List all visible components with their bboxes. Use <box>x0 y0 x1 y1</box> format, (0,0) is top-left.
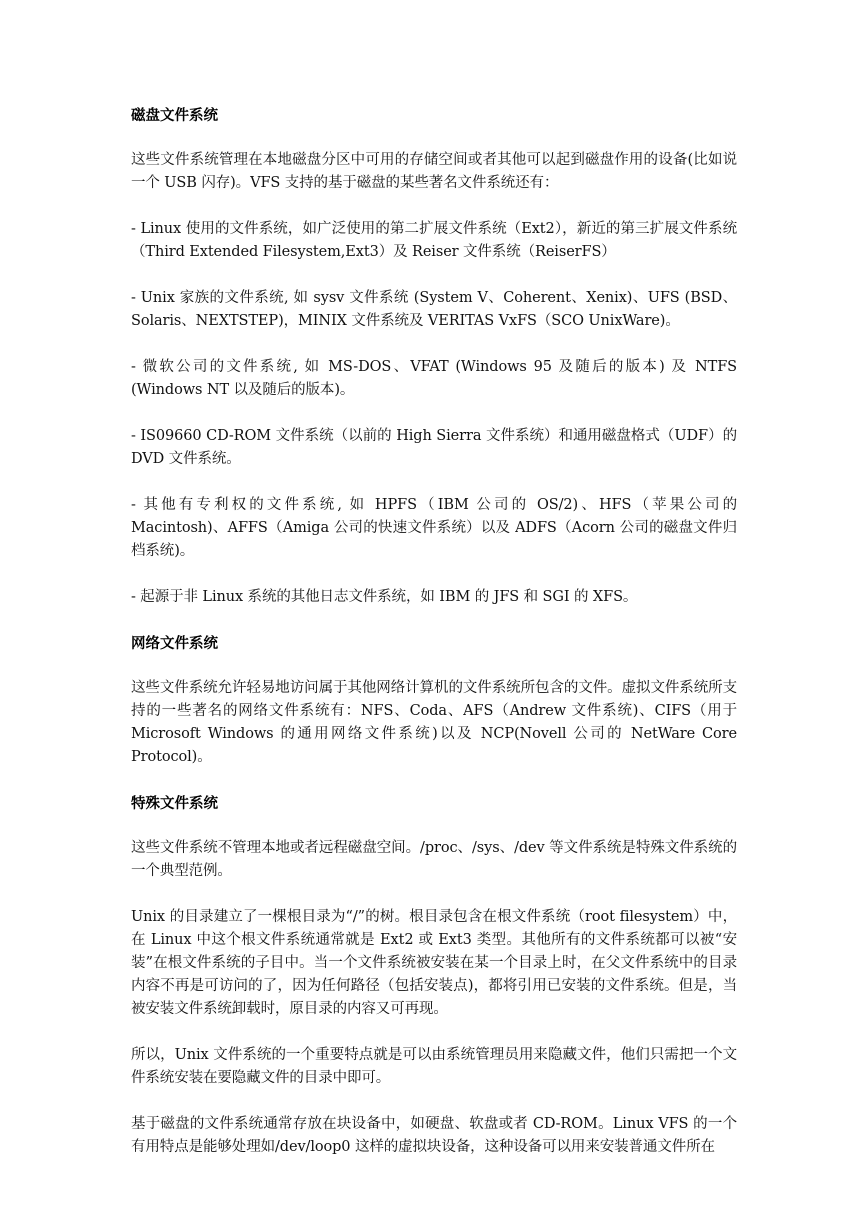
paragraph: 这些文件系统允许轻易地访问属于其他网络计算机的文件系统所包含的文件。虚拟文件系统所支持的一些著名的网络文件系统有：NFS、Coda、AFS（Andrew 文件系统)、CIFS（用于 Microsoft Windows 的通用网络文件系统)以及 NCP(Novell 公司的 NetWare Core Protocol)。 <box>131 680 737 765</box>
paragraph: - Unix 家族的文件系统, 如 sysv 文件系统 (System V、Coherent、Xenix)、UFS (BSD、Solaris、NEXTSTEP)，MINIX 文件系统及 VERITAS VxFS（SCO UnixWare)。 <box>131 290 737 329</box>
section-heading-special-fs: 特殊文件系统 <box>131 796 218 812</box>
paragraph: 基于磁盘的文件系统通常存放在块设备中，如硬盘、软盘或者 CD-ROM。Linux VFS 的一个有用特点是能够处理如/dev/loop0 这样的虚拟块设备，这种设备可以用来安装普通文件所在 <box>131 1116 737 1155</box>
section-heading-network-fs: 网络文件系统 <box>131 636 218 652</box>
section-heading-disk-fs: 磁盘文件系统 <box>131 108 218 124</box>
paragraph: Unix 的目录建立了一棵根目录为“/”的树。根目录包含在根文件系统（root filesystem）中，在 Linux 中这个根文件系统通常就是 Ext2 或 Ext3 类型。其他所有的文件系统都可以被“安装”在根文件系统的子目中。当一个文件系统被安装在某一个目录上时，在父文件系统中的目录内容不再是可访问的了，因为任何路径（包括安装点)，都将引用已安装的文件系统。但是，当被安装文件系统卸载时，原目录的内容又可再现。 <box>131 909 737 1017</box>
document-body <box>131 104 737 1182</box>
paragraph: - Linux 使用的文件系统，如广泛使用的第二扩展文件系统（Ext2），新近的第三扩展文件系统（Third Extended Filesystem,Ext3）及 Reiser 文件系统（ReiserFS） <box>131 221 737 260</box>
paragraph: 这些文件系统管理在本地磁盘分区中可用的存储空间或者其他可以起到磁盘作用的设备(比如说一个 USB 闪存)。VFS 支持的基于磁盘的某些著名文件系统还有： <box>131 152 737 191</box>
paragraph: 这些文件系统不管理本地或者远程磁盘空间。/proc、/sys、/dev 等文件系统是特殊文件系统的一个典型范例。 <box>131 840 737 879</box>
paragraph: - 起源于非 Linux 系统的其他日志文件系统，如 IBM 的 JFS 和 SGI 的 XFS。 <box>131 589 638 605</box>
paragraph: 所以，Unix 文件系统的一个重要特点就是可以由系统管理员用来隐藏文件，他们只需把一个文件系统安装在要隐藏文件的目录中即可。 <box>131 1047 737 1086</box>
paragraph: - IS09660 CD-ROM 文件系统（以前的 High Sierra 文件系统）和通用磁盘格式（UDF）的 DVD 文件系统。 <box>131 428 737 467</box>
paragraph: - 其他有专利权的文件系统, 如 HPFS（IBM 公司的 OS/2)、HFS（苹果公司的 Macintosh)、AFFS（Amiga 公司的快速文件系统）以及 ADFS（Acorn 公司的磁盘文件归档系统)。 <box>131 497 737 559</box>
paragraph: - 微软公司的文件系统, 如 MS-DOS、VFAT (Windows 95 及随后的版本) 及 NTFS (Windows NT 以及随后的版本)。 <box>131 359 737 398</box>
